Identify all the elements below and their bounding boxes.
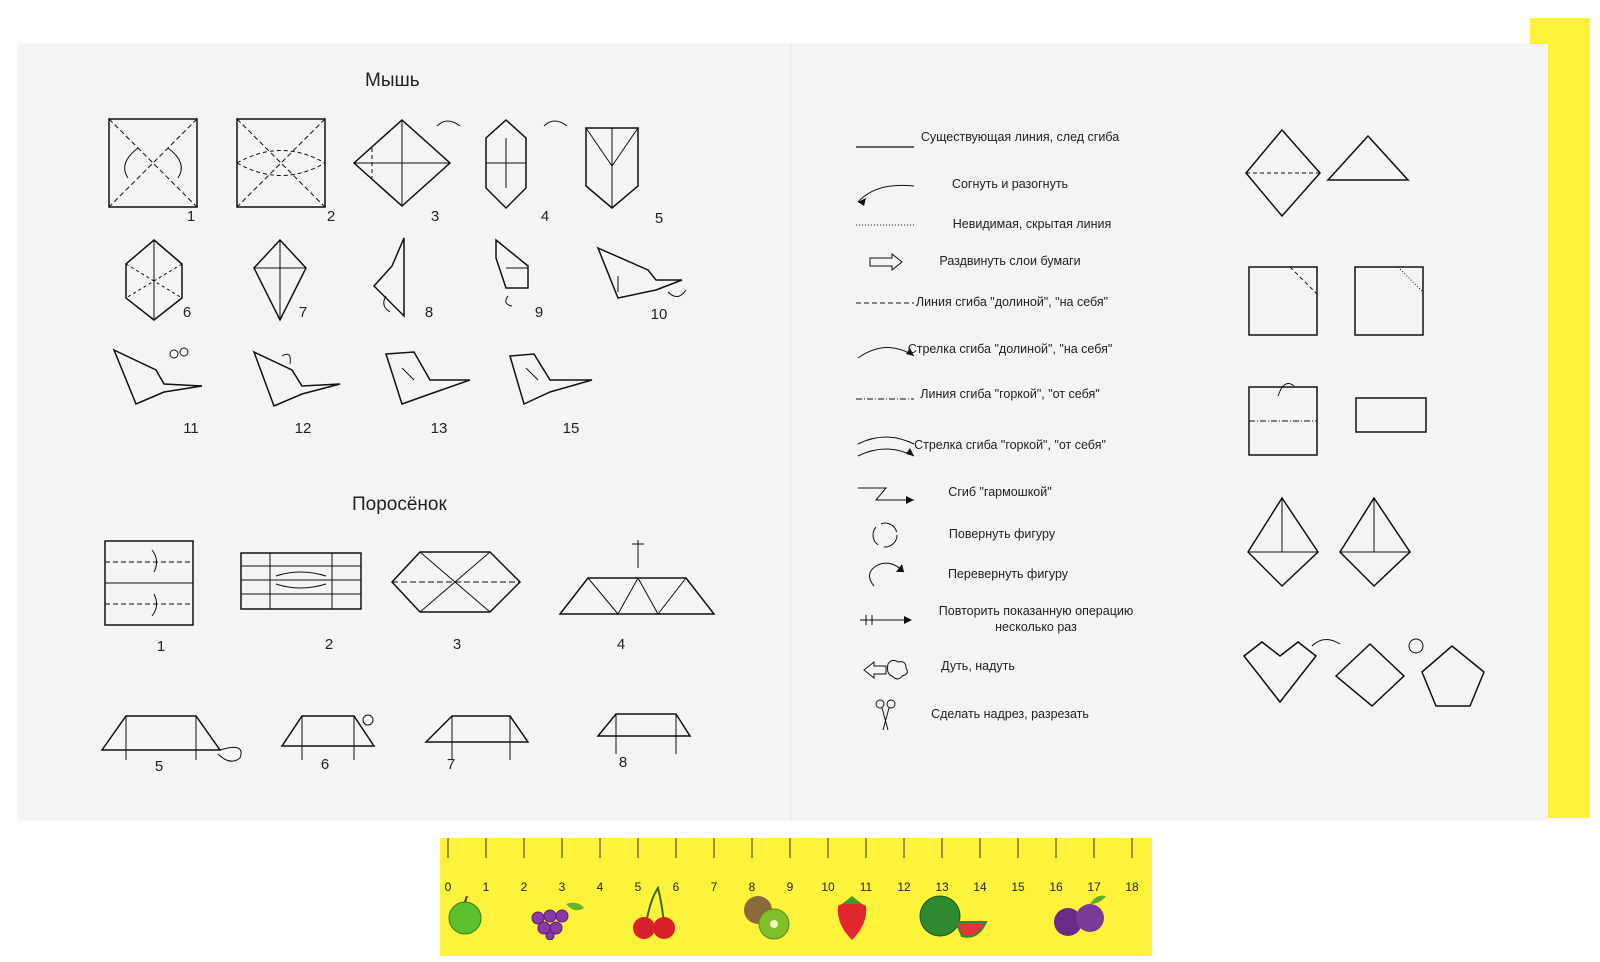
mouse-step-8-number: 8 [424, 304, 434, 321]
ruler-mark-17: 17 [1087, 880, 1101, 894]
mouse-step-10-number: 10 [650, 306, 668, 323]
ruler-mark-13: 13 [935, 880, 949, 894]
pig-step-7-number: 7 [446, 756, 456, 773]
corner-fold-diagram [1248, 266, 1424, 336]
book-fold-diagram [1248, 376, 1432, 456]
solid-line-icon [856, 142, 916, 152]
pig-step-1-number: 1 [156, 638, 166, 655]
legend-text-5: Линия сгиба "долиной", "на себя" [915, 295, 1109, 309]
mouse-step-7-number: 7 [298, 304, 308, 321]
mouse-step-1-number: 1 [186, 208, 196, 225]
mouse-step-4-number: 4 [540, 208, 550, 225]
pig-step-5-number: 5 [154, 758, 164, 775]
legend-text-10: Повернуть фигуру [948, 527, 1056, 541]
ruler-mark-7: 7 [710, 880, 718, 894]
legend-text-2: Согнуть и разогнуть [951, 177, 1069, 191]
repeat-arrow-icon [858, 614, 914, 626]
pig-step-4-number: 4 [616, 636, 626, 653]
diamond-fold-diagram [1244, 128, 1410, 218]
mouse-step-6-number: 6 [182, 304, 192, 321]
ruler-mark-4: 4 [596, 880, 604, 894]
legend-text-6: Стрелка сгиба "долиной", "на себя" [907, 342, 1113, 356]
ruler-mark-10: 10 [821, 880, 835, 894]
ruler-mark-5: 5 [634, 880, 642, 894]
mouse-step-5-number: 5 [654, 210, 664, 227]
pig-step-8-diagram [596, 710, 694, 758]
cherries-icon [632, 886, 678, 942]
ruler-mark-14: 14 [973, 880, 987, 894]
ruler-mark-11: 11 [859, 880, 873, 894]
mouse-step-12-number: 12 [294, 420, 312, 437]
mouse-step-8-diagram [372, 236, 416, 320]
mouse-step-13-diagram [384, 350, 476, 408]
pig-step-4-diagram [558, 538, 718, 618]
ruler [440, 838, 1152, 956]
book-spine [790, 44, 792, 820]
mouse-step-4-diagram [484, 118, 584, 210]
pig-step-8-number: 8 [618, 754, 628, 771]
ruler-mark-15: 15 [1011, 880, 1025, 894]
legend-text-12: Повторить показанную операцию несколько раз [938, 604, 1134, 634]
pig-title: Поросёнок [352, 494, 447, 515]
strawberry-icon [834, 894, 870, 942]
mouse-step-9-number: 9 [534, 304, 544, 321]
mouse-step-13-number: 13 [430, 420, 448, 437]
ruler-mark-8: 8 [748, 880, 756, 894]
legend-text-8: Стрелка сгиба "горкой", "от себя" [914, 438, 1106, 452]
heart-fold-diagram [1242, 636, 1504, 710]
ruler-mark-1: 1 [482, 880, 490, 894]
legend-text-4: Раздвинуть слои бумаги [939, 254, 1081, 268]
kite-fold-diagram [1246, 496, 1414, 588]
ruler-mark-9: 9 [786, 880, 794, 894]
mouse-step-1-diagram [108, 118, 198, 208]
legend-text-3: Невидимая, скрытая линия [952, 217, 1112, 231]
pig-step-2-number: 2 [324, 636, 334, 653]
legend-text-9: Сгиб "гармошкой" [948, 485, 1052, 499]
mouse-title: Мышь [365, 70, 420, 91]
ruler-mark-3: 3 [558, 880, 566, 894]
ruler-mark-16: 16 [1049, 880, 1063, 894]
ruler-mark-2: 2 [520, 880, 528, 894]
mouse-step-10-diagram [596, 246, 692, 306]
pig-step-1-diagram [104, 540, 194, 626]
ruler-mark-0: 0 [444, 880, 452, 894]
pig-step-5-diagram [100, 714, 246, 764]
dotted-line-icon [856, 222, 916, 228]
legend-text-1: Существующая линия, след сгиба [920, 130, 1120, 144]
kiwi-icon [742, 892, 792, 942]
mouse-step-15-number: 15 [562, 420, 580, 437]
mouse-step-12-diagram [252, 350, 344, 408]
pig-step-3-number: 3 [452, 636, 462, 653]
mouse-step-11-diagram [112, 346, 208, 408]
mouse-step-15-diagram [506, 352, 598, 408]
plums-icon [1050, 888, 1110, 942]
mouse-step-3-diagram [352, 118, 472, 208]
legend-text-7: Линия сгиба "горкой", "от себя" [920, 387, 1100, 401]
ruler-mark-6: 6 [672, 880, 680, 894]
pig-step-6-number: 6 [320, 756, 330, 773]
apple-icon [446, 896, 484, 936]
scissors-icon [874, 696, 898, 732]
legend-text-13: Дуть, надуть [941, 659, 1015, 673]
ruler-ticks [440, 838, 1152, 872]
ruler-mark-12: 12 [897, 880, 911, 894]
pig-step-2-diagram [240, 552, 362, 610]
mouse-step-5-diagram [584, 126, 644, 210]
mouse-step-9-diagram [492, 238, 548, 308]
mouse-step-3-number: 3 [430, 208, 440, 225]
grapes-icon [526, 896, 586, 940]
watermelon-icon [918, 892, 988, 942]
legend-text-14: Сделать надрез, разрезать [931, 707, 1089, 721]
mouse-step-2-diagram [236, 118, 326, 208]
pig-step-3-diagram [390, 550, 526, 614]
ruler-mark-18: 18 [1125, 880, 1139, 894]
mouse-step-2-number: 2 [326, 208, 336, 225]
mouse-step-11-number: 11 [183, 420, 199, 437]
legend-text-11: Перевернуть фигуру [947, 567, 1069, 581]
